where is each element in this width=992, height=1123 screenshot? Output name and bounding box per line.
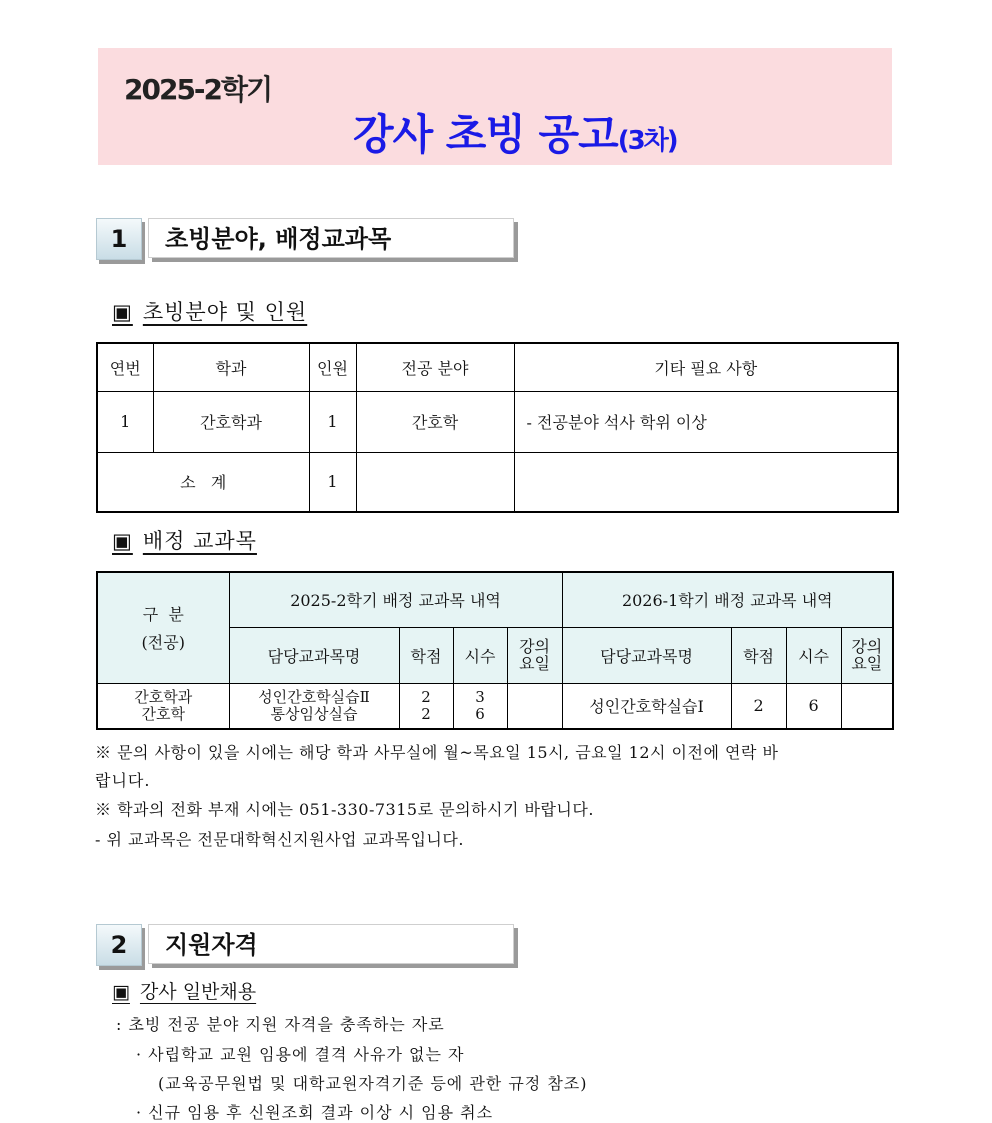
subtotal-row [97, 452, 898, 512]
cell-g2-course: 성인간호학실습Ⅰ [562, 683, 731, 729]
table-row [97, 683, 893, 729]
note-contact-hours-cont: 랍니다. [95, 771, 151, 790]
section-2-title: 지원자격 [148, 924, 514, 964]
cell-g2-hours: 6 [786, 683, 841, 729]
col-header-major: 전공 분야 [356, 343, 514, 391]
category-header [97, 572, 229, 683]
fields-table [96, 342, 899, 513]
cell-etc: - 전공분야 석사 학위 이상 [514, 391, 898, 452]
g2-col-hours: 시수 [786, 627, 841, 683]
qualification-item: · 사립학교 교원 임용에 결격 사유가 없는 자 [136, 1045, 465, 1064]
subtotal-count: 1 [309, 452, 356, 512]
note-contact-hours: ※ 문의 사항이 있을 시에는 해당 학과 사무실에 월~목요일 15시, 금요일 12시 이전에 연락 바 [95, 743, 779, 762]
note-phone: ※ 학과의 전화 부재 시에는 051-330-7315로 문의하시기 바랍니다. [95, 800, 594, 819]
g1-col-day: 강의 요일 [507, 627, 562, 683]
subhead-fields [112, 296, 307, 326]
col-header-no: 연번 [97, 343, 153, 391]
subhead-general-hiring [112, 977, 256, 1004]
group-2-title: 2026-1학기 배정 교과목 내역 [562, 572, 893, 627]
qualification-line: : 초빙 전공 분야 지원 자격을 충족하는 자로 [116, 1015, 445, 1034]
category-sub: (전공) [141, 632, 185, 652]
subhead-fields-label: 초빙분야 및 인원 [142, 300, 308, 324]
title-main: 강사 초빙 공고 [353, 110, 618, 159]
square-bullet-icon: ▣ [112, 529, 133, 553]
g1-col-hours: 시수 [453, 627, 507, 683]
category-label: 구 분 [142, 604, 184, 624]
cell-major: 간호학 [356, 391, 514, 452]
table-header-row [97, 343, 898, 391]
cell-dept: 간호학과 [153, 391, 309, 452]
title-banner [98, 48, 892, 165]
section-2-number: 2 [96, 924, 142, 966]
g2-col-day: 강의 요일 [841, 627, 893, 683]
subtotal-empty-2 [514, 452, 898, 512]
subtotal-empty-1 [356, 452, 514, 512]
g2-col-course: 담당교과목명 [562, 627, 731, 683]
group-1-title: 2025-2학기 배정 교과목 내역 [229, 572, 562, 627]
cell-g2-day [841, 683, 893, 729]
cell-count: 1 [309, 391, 356, 452]
page-title [353, 102, 677, 162]
table-row [97, 391, 898, 452]
title-suffix: (3차) [617, 126, 677, 156]
g1-col-course: 담당교과목명 [229, 627, 399, 683]
cell-g1-hours: 3 6 [453, 683, 507, 729]
g2-col-credit: 학점 [731, 627, 786, 683]
note-program: - 위 교과목은 전문대학혁신지원사업 교과목입니다. [95, 830, 464, 849]
cell-g1-course: 성인간호학실습Ⅱ 통상임상실습 [229, 683, 399, 729]
qualification-ref: (교육공무원법 및 대학교원자격기준 등에 관한 규정 참조) [158, 1074, 588, 1093]
subtotal-label: 소 계 [97, 452, 309, 512]
qualification-item: · 신규 임용 후 신원조회 결과 이상 시 임용 취소 [136, 1103, 494, 1122]
square-bullet-icon: ▣ [112, 300, 133, 324]
courses-table [96, 571, 894, 730]
cell-dept-major: 간호학과 간호학 [97, 683, 229, 729]
g1-col-credit: 학점 [399, 627, 453, 683]
section-1-number: 1 [96, 218, 142, 260]
col-header-count: 인원 [309, 343, 356, 391]
semester-label: 2025-2학기 [124, 73, 272, 106]
cell-g1-day [507, 683, 562, 729]
cell-no: 1 [97, 391, 153, 452]
subhead-courses [112, 525, 257, 555]
col-header-dept: 학과 [153, 343, 309, 391]
subhead-general-hiring-label: 강사 일반채용 [139, 981, 257, 1003]
col-header-etc: 기타 필요 사항 [514, 343, 898, 391]
section-1-title: 초빙분야, 배정교과목 [148, 218, 514, 258]
subhead-courses-label: 배정 교과목 [142, 529, 257, 553]
cell-g1-credit: 2 2 [399, 683, 453, 729]
square-bullet-icon: ▣ [112, 981, 130, 1003]
cell-g2-credit: 2 [731, 683, 786, 729]
